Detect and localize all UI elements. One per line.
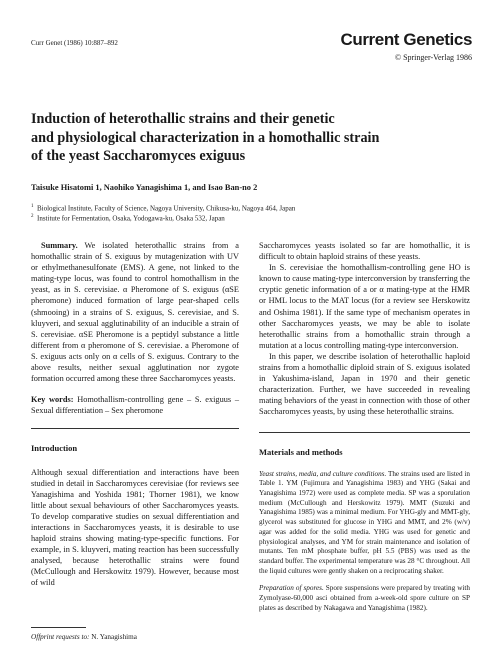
section-rule bbox=[259, 432, 470, 433]
article-title bbox=[31, 110, 471, 166]
affiliation-1: $^1$ Biological Institute, Faculty of Science, Nagoya University, Chikusa-ku, Nagoya 464, Japan bbox=[31, 204, 296, 213]
title-line-2: and physiological characterization in a homothallic strain bbox=[31, 129, 380, 146]
right-column bbox=[259, 240, 470, 613]
offprint-name: N. Yanagishima bbox=[91, 633, 137, 641]
left-column bbox=[31, 240, 239, 589]
journal-name: Current Genetics bbox=[340, 30, 472, 49]
journal-citation: Curr Genet (1986) 10:887–892 bbox=[31, 39, 118, 47]
offprint-footnote bbox=[31, 633, 137, 641]
keywords-text: Homothallism-controlling gene – S. exiguus – Sexual differentiation – Sex pheromone bbox=[31, 395, 239, 416]
spores-paragraph bbox=[259, 584, 470, 613]
right-paragraph-3: In this paper, we describe isolation of heterothallic haploid strains from a homothallic diploid strain of S. exiguus isolated in Yakushima-island, Japan in 1970 and their genetic characterization. Further, we have succeeded in revealing mating behaviors of the yeast in connection with those of other Saccharomyces yeasts, by using these heterothallic strains. bbox=[259, 351, 470, 417]
author-list: Taisuke Hisatomi 1, Naohiko Yanagishima 1, and Isao Ban-no 2 bbox=[31, 183, 258, 192]
offprint-label: Offprint requests to: bbox=[31, 633, 90, 641]
spores-text: Spore suspensions were prepared by treating with Zymolyase-60,000 asci obtained from a-week-old spore culture on SP plates as described by Nakagawa and Yanagishima (1982). bbox=[259, 584, 470, 612]
strains-paragraph bbox=[259, 470, 470, 577]
right-paragraph-1: Saccharomyces yeasts isolated so far are homothallic, it is difficult to obtain haploid strains of these yeasts. bbox=[259, 241, 470, 262]
spores-label: Preparation of spores. bbox=[259, 584, 324, 593]
summary-paragraph bbox=[31, 240, 239, 384]
summary-text: We isolated heterothallic strains from a homothallic strain of S. exiguus by mutagenization with UV or ethylmethanesulfonate (EMS). A gene, not linked to the mating-type locus, was found to control homothallism in the yeast, as in S. cerevisiae. α Pheromone of S. exiguus (αSE pheromone) induced formation of large pear-shaped cells (shmooing) in a strains of S. exiguus, S. cerevisiae, and S. kluyveri, and sexual agglutinability of an inducible a strain of S. cerevisiae. αSE Pheromone is a peptidyl substance a little different from α pheromone of S. cerevisiae. a Pheromone of S. exiguus acts only on α cells of S. exiguus. Contrary to the above results, neither sexual agglutination nor zygote formation occurred among these three Saccharomyces yeasts. bbox=[31, 241, 239, 384]
keywords-paragraph bbox=[31, 394, 239, 416]
right-paragraph-2: In S. cerevisiae the homothallism-controlling gene HO is known to cause mating-type interconversion by transferring the cryptic genetic information of a or α mating-type at the HMR or HML locus to the MAT locus (for a review see Herskowitz and Oshima 1981). If the same type of mechanism operates in other Saccharomyces yeasts, we may be able to isolate heterothallic strains from a homothallic strain through a mutation at a locus controlling mating-type interconversion. bbox=[259, 263, 470, 350]
methods-heading: Materials and methods bbox=[259, 446, 343, 457]
affiliation-1-text: Biological Institute, Faculty of Science, Nagoya University, Chikusa-ku, Nagoya 464, Japan bbox=[37, 204, 296, 213]
title-line-1: Induction of heterothallic strains and their genetic bbox=[31, 111, 335, 127]
title-line-3: of the yeast Saccharomyces exiguus bbox=[31, 148, 246, 164]
section-rule bbox=[31, 428, 239, 429]
introduction-text: Although sexual differentiation and interactions have been studied in detail in Saccharomyces cerevisiae (for reviews see Yanagishima and Yoshida 1981; Thorner 1981), we know little about sexual behaviours of other Saccharomyces yeasts. To develop comparative studies on sexual differentiation and interactions in Saccharomyces yeasts, it is desirable to use haploid strains showing mating-type-specific functions. For example, in S. kluyveri, mating reaction has been successfully analysed, because heterothallic strains were found (McCullough and Herskowitz 1979). However, because most of wild bbox=[31, 467, 239, 588]
keywords-label: Key words: bbox=[31, 395, 74, 405]
strains-label: Yeast strains, media, and culture conditions. bbox=[259, 469, 387, 478]
footnote-rule bbox=[31, 627, 86, 628]
introduction-heading: Introduction bbox=[31, 443, 78, 454]
copyright-line: © Springer-Verlag 1986 bbox=[394, 53, 472, 62]
affiliation-2: $^2$ Institute for Fermentation, Osaka, Yodogawa-ku, Osaka 532, Japan bbox=[31, 214, 225, 223]
summary-label: Summary. bbox=[41, 241, 78, 250]
strains-text: The strains used are listed in Table 1. YM (Fujimura and Yanagishima 1983) and YHG (Sakai and Yanagishima 1972) were used as complete media. SP was a sporulation medium (McCullough and Herskowitz 1979). MMT (Suzuki and Yanagishima 1985) was a minimal medium. For YHG-gly and MMT-gly, glycerol was substituted for glucose in YHG and MMT, and 2% (w/v) agar was added for the solid media. YHG was used for genetic and physiological analyses, and YM for strain maintenance and isolation of mutants. Ten mM phosphate buffer, pH 5.5 (PBS) was used as the standard buffer. The experimental temperature was 28 °C throughout. All the liquid cultures were gently shaken on a reciprocating shaker. bbox=[259, 469, 470, 575]
affiliation-2-text: Institute for Fermentation, Osaka, Yodogawa-ku, Osaka 532, Japan bbox=[37, 214, 225, 223]
